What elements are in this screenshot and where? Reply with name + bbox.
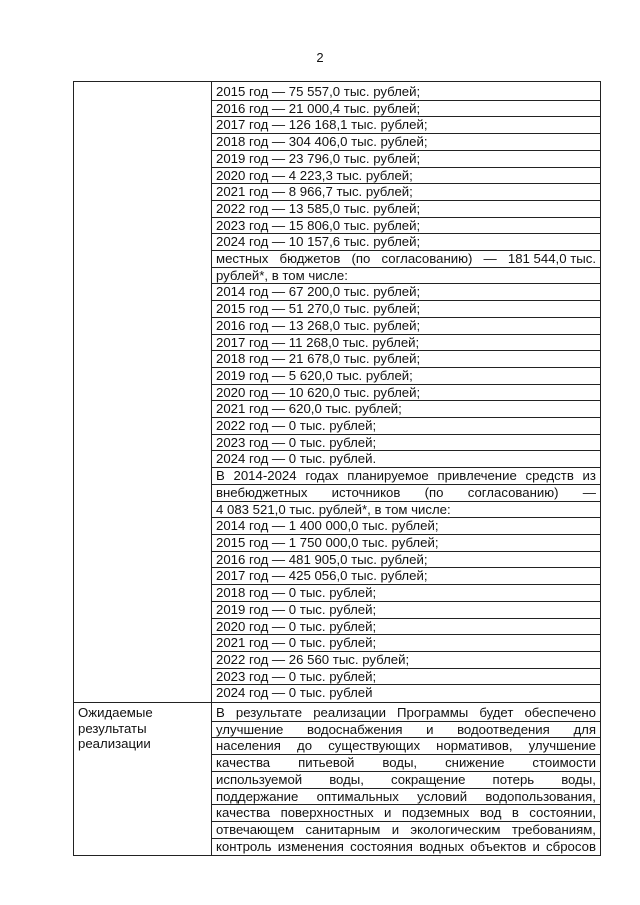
extra-budget-year-line: 2019 год — 0 тыс. рублей; xyxy=(212,602,600,619)
funding-year-line: 2018 год — 304 406,0 тыс. рублей; xyxy=(212,134,600,151)
word: внебюджетных xyxy=(216,484,308,500)
word: 181 544,0 тыс. xyxy=(507,251,596,267)
local-budget-intro-tail: рублей*, в том числе: xyxy=(212,268,600,285)
word: Программы xyxy=(397,705,469,721)
word: годах xyxy=(305,468,339,484)
word: воды, xyxy=(382,755,418,771)
results-label-cell xyxy=(74,703,212,856)
word: обеспечено xyxy=(524,705,596,721)
extra-budget-year-line: 2014 год — 1 400 000,0 тыс. рублей; xyxy=(212,518,600,535)
results-label-line: реализации xyxy=(78,736,151,752)
local-budget-lines xyxy=(216,284,596,468)
local-budget-year-line: 2014 год — 67 200,0 тыс. рублей; xyxy=(212,284,600,301)
extra-budget-intro-line2 xyxy=(212,485,600,502)
results-text-line xyxy=(212,772,600,789)
local-budget-year-line: 2016 год — 13 268,0 тыс. рублей; xyxy=(212,318,600,335)
word: из xyxy=(582,468,596,484)
word: требованиям, xyxy=(511,821,596,837)
word: объектов xyxy=(470,838,527,854)
extra-budget-intro-line3: 4 083 521,0 тыс. рублей*, в том числе: xyxy=(212,502,600,519)
word: поддержание xyxy=(216,788,299,804)
results-text-line xyxy=(212,722,600,739)
word: существующих xyxy=(328,738,421,754)
results-text-line xyxy=(212,839,600,855)
word: и xyxy=(384,805,392,821)
word: населения xyxy=(216,738,281,754)
local-budget-year-line: 2017 год — 11 268,0 тыс. рублей; xyxy=(212,335,600,352)
word: условий xyxy=(417,788,468,804)
results-text-cell xyxy=(212,703,601,856)
page-number: 2 xyxy=(316,50,324,65)
word: и xyxy=(391,821,400,837)
extra-budget-year-line: 2023 год — 0 тыс. рублей; xyxy=(212,669,600,686)
word: нормативов, xyxy=(436,738,513,754)
program-passport-table xyxy=(73,81,601,856)
word: результате xyxy=(235,705,303,721)
word: источников xyxy=(331,484,401,500)
extra-budget-year-line: 2021 год — 0 тыс. рублей; xyxy=(212,635,600,652)
funding-year-line: 2016 год — 21 000,4 тыс. рублей; xyxy=(212,101,600,118)
word: контроль xyxy=(216,838,272,854)
word: и xyxy=(532,838,540,854)
local-budget-year-line: 2022 год — 0 тыс. рублей; xyxy=(212,418,600,435)
funding-label-cell xyxy=(74,82,212,703)
results-label-line: Ожидаемые xyxy=(78,705,153,721)
extra-budget-lines xyxy=(216,518,596,701)
word: вод xyxy=(479,805,502,821)
word: (по xyxy=(424,484,444,500)
word: планируемое xyxy=(347,468,429,484)
results-row xyxy=(74,703,601,856)
word: воды, xyxy=(329,771,364,787)
word: стоимости xyxy=(532,755,596,771)
local-budget-year-line: 2015 год — 51 270,0 тыс. рублей; xyxy=(212,301,600,318)
word: качества xyxy=(216,805,271,821)
funding-year-line: 2021 год — 8 966,7 тыс. рублей; xyxy=(212,184,600,201)
word: состоянии, xyxy=(529,805,596,821)
word: водоснабжения xyxy=(306,721,403,737)
local-budget-year-line: 2021 год — 620,0 тыс. рублей; xyxy=(212,401,600,418)
word: — xyxy=(483,251,497,267)
word: и xyxy=(426,721,434,737)
word: сбросов xyxy=(546,838,596,854)
word: водных xyxy=(419,838,465,854)
funding-lines xyxy=(216,84,596,251)
word: питьевой xyxy=(298,755,355,771)
word: 2014-2024 xyxy=(233,468,297,484)
results-text-line xyxy=(212,738,600,755)
word: экологическим xyxy=(410,821,501,837)
results-text-line xyxy=(212,789,600,806)
local-budget-year-line: 2019 год — 5 620,0 тыс. рублей; xyxy=(212,368,600,385)
local-budget-year-line: 2023 год — 0 тыс. рублей; xyxy=(212,435,600,452)
word: сокращение xyxy=(390,771,466,787)
word: санитарным xyxy=(305,821,381,837)
local-budget-year-line: 2024 год — 0 тыс. рублей. xyxy=(212,451,600,468)
word: привлечение xyxy=(437,468,517,484)
word: согласованию) xyxy=(467,484,559,500)
word: улучшение xyxy=(216,721,284,737)
extra-budget-year-line: 2024 год — 0 тыс. рублей xyxy=(216,685,373,701)
word: используемой xyxy=(216,771,303,787)
word: средств xyxy=(525,468,574,484)
word: В xyxy=(216,468,225,484)
word: реализации xyxy=(313,705,386,721)
word: для xyxy=(573,721,596,737)
funding-year-line: 2017 год — 126 168,1 тыс. рублей; xyxy=(212,117,600,134)
word: качества xyxy=(216,755,271,771)
results-text-line xyxy=(212,705,600,722)
funding-value-cell xyxy=(212,82,601,703)
word: водопользования, xyxy=(485,788,596,804)
word: до xyxy=(297,738,313,754)
word: воды, xyxy=(561,771,596,787)
local-budget-year-line: 2020 год — 10 620,0 тыс. рублей; xyxy=(212,385,600,402)
word: в xyxy=(511,805,519,821)
extra-budget-year-line: 2022 год — 26 560 тыс. рублей; xyxy=(212,652,600,669)
word: бюджетов xyxy=(279,251,341,267)
funding-year-line: 2020 год — 4 223,3 тыс. рублей; xyxy=(212,168,600,185)
local-budget-intro xyxy=(212,251,600,268)
funding-year-line: 2022 год — 13 585,0 тыс. рублей; xyxy=(212,201,600,218)
extra-budget-intro-line1 xyxy=(212,468,600,485)
funding-year-line: 2015 год — 75 557,0 тыс. рублей; xyxy=(212,84,600,101)
results-label-line: результаты xyxy=(78,720,147,736)
word: подземных xyxy=(401,805,470,821)
word: (по xyxy=(351,251,371,267)
word: изменения xyxy=(277,838,344,854)
funding-year-line: 2023 год — 15 806,0 тыс. рублей; xyxy=(212,218,600,235)
funding-year-line: 2024 год — 10 157,6 тыс. рублей; xyxy=(212,234,600,251)
word: оптимальных xyxy=(316,788,399,804)
results-text-line xyxy=(212,755,600,772)
extra-budget-year-line: 2018 год — 0 тыс. рублей; xyxy=(212,585,600,602)
extra-budget-year-line: 2020 год — 0 тыс. рублей; xyxy=(212,619,600,636)
funding-row xyxy=(74,82,601,703)
results-text-line xyxy=(212,822,600,839)
word: согласованию) xyxy=(381,251,473,267)
extra-budget-year-line: 2017 год — 425 056,0 тыс. рублей; xyxy=(212,568,600,585)
results-text-line xyxy=(212,805,600,822)
word: улучшение xyxy=(528,738,596,754)
local-budget-year-line: 2018 год — 21 678,0 тыс. рублей; xyxy=(212,351,600,368)
word: местных xyxy=(216,251,269,267)
word: водоотведения xyxy=(457,721,550,737)
extra-budget-year-line: 2015 год — 1 750 000,0 тыс. рублей; xyxy=(212,535,600,552)
word: будет xyxy=(479,705,514,721)
word: потерь xyxy=(492,771,535,787)
word: — xyxy=(582,484,596,500)
extra-budget-year-line: 2016 год — 481 905,0 тыс. рублей; xyxy=(212,552,600,569)
word: снижение xyxy=(445,755,505,771)
funding-year-line: 2019 год — 23 796,0 тыс. рублей; xyxy=(212,151,600,168)
word: отвечающем xyxy=(216,821,295,837)
word: В xyxy=(216,705,225,721)
word: состояния xyxy=(350,838,413,854)
word: поверхностных xyxy=(280,805,374,821)
